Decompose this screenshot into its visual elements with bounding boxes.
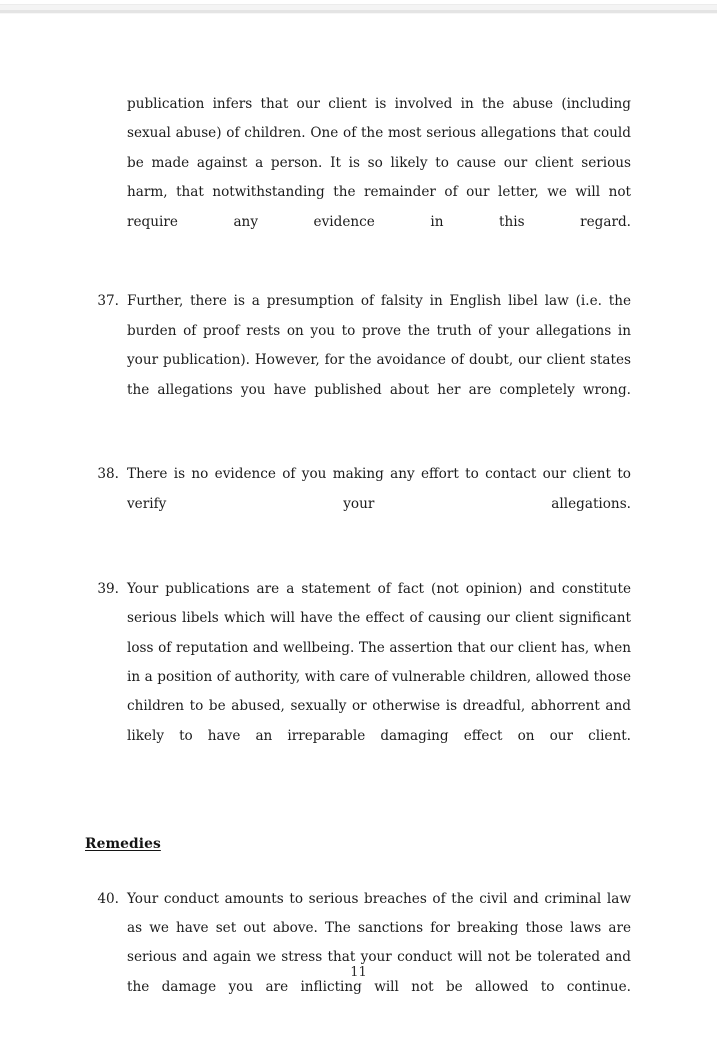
page-gap-separator bbox=[0, 0, 717, 14]
numbered-paragraph-37 bbox=[85, 287, 631, 434]
page-sheet bbox=[0, 14, 717, 1024]
paragraph-number: 38. bbox=[97, 466, 119, 483]
numbered-paragraph-38 bbox=[85, 460, 631, 548]
paragraph-text: publication infers that our client is involved in the abuse (including sexual abuse) of children. One of the most serious allegations that could be made against a person. It is so likely to cause our client serious harm, that notwithstanding the remainder of our letter, we will not require any evidence in this regard. bbox=[127, 96, 631, 230]
section-heading-remedies: Remedies bbox=[85, 835, 161, 852]
page-number-footer: 11 bbox=[350, 965, 367, 980]
paragraph-number: 37. bbox=[97, 293, 119, 310]
paragraph-text: Your conduct amounts to serious breaches of the civil and criminal law as we have set out above. The sanctions for breaking those laws are serious and again we stress that your conduct will not be tolerated and the damage you are inflicting will not be allowed to continue. bbox=[127, 890, 631, 995]
paragraph-number: 39. bbox=[97, 580, 119, 597]
paragraph-text: Your publications are a statement of fact (not opinion) and constitute serious libels which will have the effect of causing our client significant loss of reputation and wellbeing. The assertion that our client has, when in a position of authority, with care of vulnerable children, allowed those children to be abused, sexually or otherwise is dreadful, abhorrent and likely to have an irreparable damaging effect on our client. bbox=[127, 580, 631, 744]
paragraph-number: 40. bbox=[97, 890, 119, 907]
document-content bbox=[85, 90, 631, 1058]
numbered-paragraph-40 bbox=[85, 885, 631, 1032]
paragraph-text: There is no evidence of you making any effort to contact our client to verify your allegations. bbox=[127, 466, 631, 512]
numbered-paragraph-39 bbox=[85, 575, 631, 781]
paragraph-text: Further, there is a presumption of falsity in English libel law (i.e. the burden of proof rests on you to prove the truth of your allegations in your publication). However, for the avoidance of doubt, our client states the allegations you have published about her are completely wrong. bbox=[127, 293, 631, 398]
continuation-paragraph bbox=[85, 90, 631, 266]
